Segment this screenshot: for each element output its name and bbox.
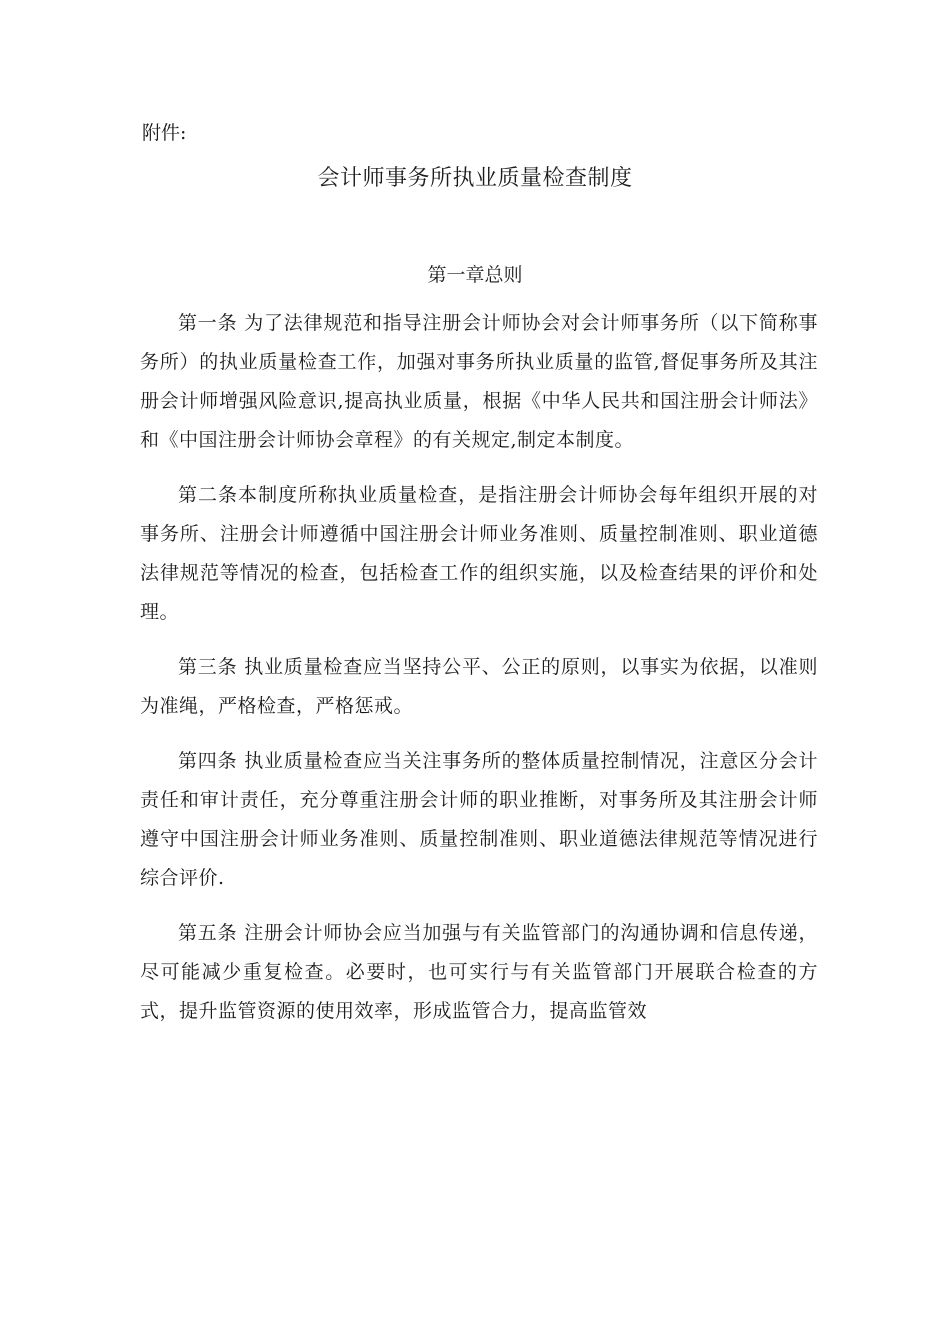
attachment-label: 附件: xyxy=(142,122,187,144)
article-3: 第三条 执业质量检查应当坚持公平、公正的原则，以事实为依据，以准则为准绳，严格检查，严格惩戒。 xyxy=(140,656,818,717)
article-1: 第一条 为了法律规范和指导注册会计师协会对会计师事务所（以下简称事务所）的执业质量检查工作，加强对事务所执业质量的监管,督促事务所及其注册会计师增强风险意识,提高执业质量，根据《中华人民共和国注册会计师法》和《中国注册会计师协会章程》的有关规定,制定本制度。 xyxy=(140,312,818,451)
article-2: 第二条本制度所称执业质量检查，是指注册会计师协会每年组织开展的对事务所、注册会计师遵循中国注册会计师业务准则、质量控制准则、职业道德法律规范等情况的检查，包括检查工作的组织实施，以及检查结果的评价和处理。 xyxy=(140,484,818,623)
document-body xyxy=(140,304,818,1047)
chapter-heading: 第一章总则 xyxy=(427,264,523,286)
article-4: 第四条 执业质量检查应当关注事务所的整体质量控制情况，注意区分会计责任和审计责任，充分尊重注册会计师的职业推断，对事务所及其注册会计师遵守中国注册会计师业务准则、质量控制准则、职业道德法律规范等情况进行综合评价. xyxy=(140,750,818,889)
article-5: 第五条 注册会计师协会应当加强与有关监管部门的沟通协调和信息传递，尽可能减少重复检查。必要时，也可实行与有关监管部门开展联合检查的方式，提升监管资源的使用效率，形成监管合力，提高监管效 xyxy=(140,922,818,1022)
document-title: 会计师事务所执业质量检查制度 xyxy=(317,166,633,191)
